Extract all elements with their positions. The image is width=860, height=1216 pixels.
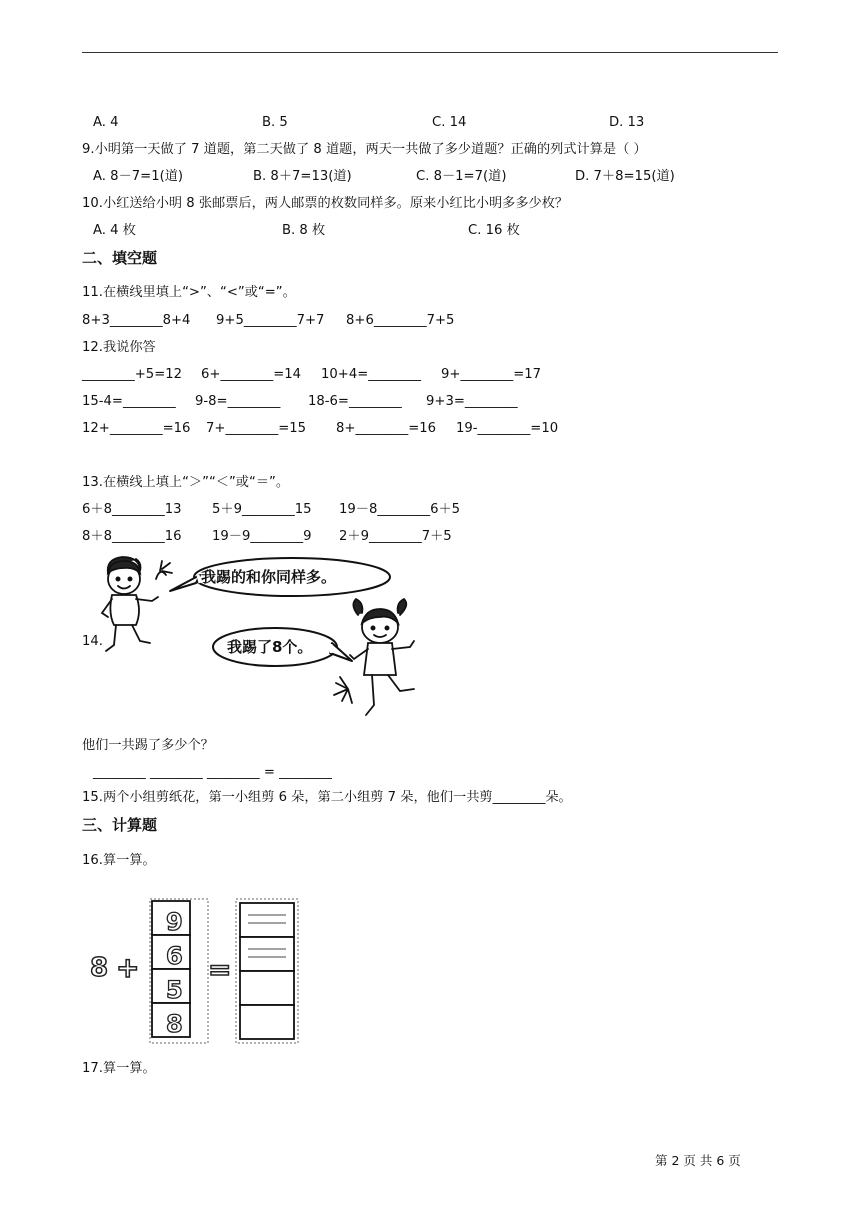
q10-option-c[interactable]: C. 16 枚 [468, 223, 520, 238]
q9-option-b[interactable]: B. 8＋7=13(道) [253, 169, 352, 184]
q12-item[interactable]: 9-8=________ [195, 394, 281, 409]
q12-item[interactable]: ________+5=12 [82, 367, 183, 382]
section-title-fill-blank: 二、填空题 [82, 249, 158, 267]
q8-option-d[interactable]: D. 13 [609, 115, 645, 130]
q16-addend: 8 [90, 953, 109, 983]
q11-item-3[interactable]: 8+6________7+5 [346, 313, 455, 328]
q13-item[interactable]: 19－9________9 [212, 529, 312, 544]
q16-plus-sign: + [116, 951, 140, 984]
q13-item[interactable]: 6＋8________13 [82, 502, 182, 517]
q9-option-a[interactable]: A. 8－7=1(道) [93, 169, 184, 184]
q8-option-a[interactable]: A. 4 [93, 115, 119, 130]
q12-item[interactable]: 12+________=16 [82, 421, 191, 436]
q16-number-cell: 6 [166, 942, 183, 970]
q9-option-d[interactable]: D. 7＋8=15(道) [575, 169, 675, 184]
page-number: 第 2 页 共 6 页 [655, 1153, 741, 1168]
q11-item-1[interactable]: 8+3________8+4 [82, 313, 191, 328]
q12-item[interactable]: 9+3=________ [426, 394, 518, 409]
q16-number-cell: 9 [166, 908, 183, 936]
q17-stem: 17.算一算。 [82, 1061, 156, 1076]
q16-answer-column[interactable] [234, 897, 300, 1045]
q14-answer-blanks[interactable]: ________ ________ ________ = ________ [93, 765, 332, 780]
q8-option-b[interactable]: B. 5 [262, 115, 288, 130]
q12-item[interactable]: 8+________=16 [336, 421, 437, 436]
q12-item[interactable]: 6+________=14 [201, 367, 302, 382]
q10-option-a[interactable]: A. 4 枚 [93, 223, 136, 238]
q15-stem: 15.两个小组剪纸花，第一小组剪 6 朵，第二小组剪 7 朵，他们一共剪________朵。 [82, 790, 572, 805]
q10-stem: 10.小红送给小明 8 张邮票后，两人邮票的枚数同样多。原来小红比小明多多少枚？ [82, 196, 569, 211]
q13-item[interactable]: 19－8________6＋5 [339, 502, 461, 517]
header-rule [82, 52, 778, 53]
q13-item[interactable]: 8＋8________16 [82, 529, 182, 544]
boy-speech-text: 我踢的和你同样多。 [201, 568, 337, 586]
q11-stem: 11.在横线里填上“>”、“<”或“=”。 [82, 285, 296, 300]
q11-item-2[interactable]: 9+5________7+7 [216, 313, 325, 328]
q10-option-b[interactable]: B. 8 枚 [282, 223, 326, 238]
q9-stem: 9.小明第一天做了 7 道题，第二天做了 8 道题，两天一共做了多少道题？正确的列式计算是（ ） [82, 142, 647, 157]
q16-number-cell: 8 [166, 1010, 183, 1038]
q16-number-cell: 5 [166, 976, 183, 1004]
q8-option-c[interactable]: C. 14 [432, 115, 467, 130]
q12-item[interactable]: 9+________=17 [441, 367, 542, 382]
q12-item[interactable]: 7+________=15 [206, 421, 307, 436]
girl-speech-text: 我踢了8个。 [227, 638, 313, 656]
q12-item[interactable]: 15-4=________ [82, 394, 176, 409]
q12-stem: 12.我说你答 [82, 340, 156, 355]
q13-stem: 13.在横线上填上“＞”“＜”或“＝”。 [82, 475, 290, 490]
q12-item[interactable]: 19-________=10 [456, 421, 559, 436]
q16-equals-sign: = [208, 953, 232, 986]
boy-figure [102, 557, 172, 651]
q14-label: 14. [82, 634, 103, 649]
section-title-calculation: 三、计算题 [82, 816, 158, 834]
q12-item[interactable]: 10+4=________ [321, 367, 422, 382]
q13-item[interactable]: 5＋9________15 [212, 502, 312, 517]
q13-item[interactable]: 2＋9________7＋5 [339, 529, 452, 544]
q9-option-c[interactable]: C. 8－1=7(道) [416, 169, 507, 184]
q12-item[interactable]: 18-6=________ [308, 394, 402, 409]
q14-question: 他们一共踢了多少个？ [82, 738, 214, 753]
q16-stem: 16.算一算。 [82, 853, 156, 868]
